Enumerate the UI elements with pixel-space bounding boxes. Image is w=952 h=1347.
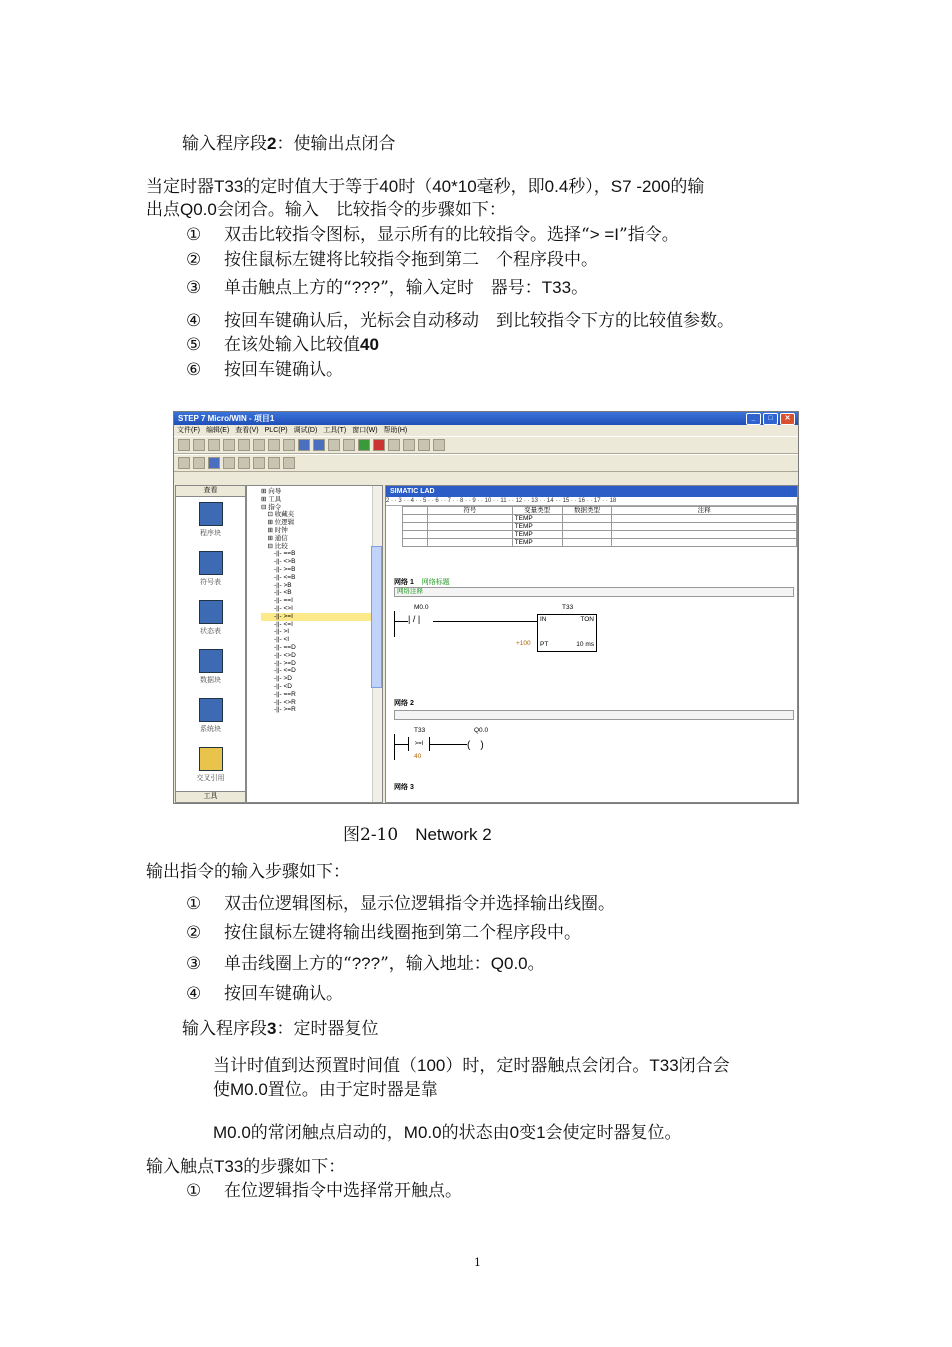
menu-file[interactable]: 文件(F) bbox=[177, 427, 200, 434]
tree-scrollbar[interactable] bbox=[372, 486, 382, 802]
undo-icon[interactable] bbox=[283, 439, 295, 451]
toggle-poU-icon[interactable] bbox=[208, 457, 220, 469]
step7-screenshot bbox=[173, 411, 799, 804]
line-right-icon[interactable] bbox=[268, 457, 280, 469]
upload-icon[interactable] bbox=[328, 439, 340, 451]
line-left-icon[interactable] bbox=[283, 457, 295, 469]
output-coil[interactable]: ( ) bbox=[467, 740, 484, 751]
section3-heading: 输入程序段3：定时器复位 bbox=[182, 1019, 379, 1039]
tree-item[interactable]: -||- <B bbox=[261, 589, 292, 597]
coil-address[interactable]: Q0.0 bbox=[474, 727, 489, 734]
tree-item[interactable]: ⊞ 时钟 bbox=[261, 526, 288, 534]
output-heading: 输出指令的输入步骤如下： bbox=[146, 862, 350, 882]
step2-3: ③ 单击线圈上方的“???”，输入地址：Q0.0。 bbox=[186, 954, 545, 974]
tree-item[interactable]: -||- >I bbox=[261, 628, 290, 636]
minimize-icon[interactable]: _ bbox=[746, 413, 761, 425]
program-block-icon bbox=[199, 502, 223, 526]
compare-contact[interactable]: >=I bbox=[408, 737, 430, 751]
stop-icon[interactable] bbox=[373, 439, 385, 451]
menu-plc[interactable]: PLC(P) bbox=[264, 427, 288, 434]
nav-header: 查看 bbox=[176, 486, 245, 497]
step1-4: ④ 按回车键确认后，光标会自动移动 到比较指令下方的比较值参数。 bbox=[186, 311, 734, 331]
symbol-table-icon bbox=[199, 551, 223, 575]
contact-m00-address[interactable]: M0.0 bbox=[414, 604, 429, 611]
navigation-bar bbox=[175, 485, 246, 803]
tree-item[interactable]: ⊡ 收藏夹 bbox=[261, 511, 295, 519]
nav-program-block[interactable]: 程序块 bbox=[176, 502, 245, 546]
compare-value[interactable]: 40 bbox=[414, 753, 422, 760]
cmp-address[interactable]: T33 bbox=[414, 727, 426, 734]
tree-item[interactable]: ⊟ 比较 bbox=[261, 542, 288, 550]
network-1-label: 网络 1 网络标题 bbox=[394, 579, 450, 586]
data-block-icon bbox=[199, 649, 223, 673]
tree-item[interactable]: -||- >B bbox=[261, 581, 292, 589]
var-header bbox=[403, 507, 428, 515]
tree-item[interactable]: -||- <>I bbox=[261, 604, 293, 612]
system-block-icon bbox=[199, 698, 223, 722]
box-icon[interactable] bbox=[253, 457, 265, 469]
menu-view[interactable]: 查看(V) bbox=[235, 427, 259, 434]
close-icon[interactable]: ✕ bbox=[780, 413, 795, 425]
var-header: 符号 bbox=[427, 507, 512, 515]
para3-line3: M0.0的常闭触点启动的，M0.0的状态由0变1会使定时器复位。 bbox=[213, 1123, 682, 1143]
var-header: 注释 bbox=[612, 507, 797, 515]
tree-item[interactable]: -||- >=B bbox=[261, 565, 296, 573]
var-type[interactable]: TEMP bbox=[512, 531, 562, 539]
paste-icon[interactable] bbox=[268, 439, 280, 451]
tree-item[interactable]: -||- <>R bbox=[261, 698, 296, 706]
nav-data-block[interactable]: 数据块 bbox=[176, 649, 245, 693]
toolbar-2 bbox=[174, 454, 798, 472]
save-icon[interactable] bbox=[208, 439, 220, 451]
tree-item[interactable]: -||- <>B bbox=[261, 558, 296, 566]
network-3-label: 网络 3 bbox=[394, 784, 414, 791]
download-icon[interactable] bbox=[343, 439, 355, 451]
var-type[interactable]: TEMP bbox=[512, 523, 562, 531]
tree-item[interactable]: ⊞ 通信 bbox=[261, 534, 288, 542]
delete-network-icon[interactable] bbox=[193, 457, 205, 469]
tree-item[interactable]: -||- >=I bbox=[261, 613, 382, 621]
figure-caption: 图2-10 Network 2 bbox=[343, 825, 492, 845]
nav-system-block[interactable]: 系统块 bbox=[176, 698, 245, 742]
page-number: 1 bbox=[474, 1256, 481, 1269]
monitor-icon[interactable] bbox=[388, 439, 400, 451]
step1-5: ⑤ 在该处输入比较值40 bbox=[186, 335, 379, 355]
lad-editor bbox=[385, 485, 798, 803]
compile-all-icon[interactable] bbox=[313, 439, 325, 451]
tree-item[interactable]: -||- <>D bbox=[261, 651, 296, 659]
tree-item[interactable]: -||- ==B bbox=[261, 550, 296, 558]
menu-debug[interactable]: 调试(D) bbox=[293, 427, 318, 434]
menu-edit[interactable]: 编辑(E) bbox=[205, 427, 230, 434]
menu-help[interactable]: 帮助(H) bbox=[383, 427, 408, 434]
contact-icon[interactable] bbox=[223, 457, 235, 469]
instruction-tree bbox=[246, 485, 383, 803]
tree-item[interactable]: ⊞ 工具 bbox=[261, 495, 282, 503]
t33-heading: 输入触点T33的步骤如下： bbox=[146, 1157, 346, 1177]
nav-cross-reference[interactable]: 交叉引用 bbox=[176, 747, 245, 791]
trend-icon[interactable] bbox=[418, 439, 430, 451]
print-icon[interactable] bbox=[223, 439, 235, 451]
window-titlebar: STEP 7 Micro/WIN - 项目1 _ □ ✕ bbox=[174, 412, 798, 425]
tree-item[interactable]: -||- >=R bbox=[261, 706, 296, 714]
open-icon[interactable] bbox=[193, 439, 205, 451]
network-2-comment[interactable] bbox=[394, 710, 794, 720]
cut-icon[interactable] bbox=[238, 439, 250, 451]
glasses-icon[interactable] bbox=[433, 439, 445, 451]
step2-1: ① 双击位逻辑图标，显示位逻辑指令并选择输出线圈。 bbox=[186, 894, 615, 914]
variable-table bbox=[402, 506, 797, 547]
step3-1: ① 在位逻辑指令中选择常开触点。 bbox=[186, 1181, 462, 1201]
run-icon[interactable] bbox=[358, 439, 370, 451]
network-1-comment[interactable]: 网络注释 bbox=[394, 587, 794, 597]
tree-item[interactable]: -||- ==R bbox=[261, 690, 296, 698]
tree-item[interactable]: ⊞ 向导 bbox=[261, 488, 282, 495]
tree-item[interactable]: -||- <=B bbox=[261, 573, 296, 581]
ruler: 2 · · 3 · · 4 · · 5 · · 6 · · 7 · · 8 · · 9 · · 10 · · 11 · · 12 · · 13 · · 14 · · 15 · · 16 · · 17 · · 18 bbox=[386, 497, 797, 506]
status-chart-icon[interactable] bbox=[403, 439, 415, 451]
step1-1: ① 双击比较指令图标，显示所有的比较指令。选择“> =I”指令。 bbox=[186, 225, 679, 245]
copy-icon[interactable] bbox=[253, 439, 265, 451]
para3-line1: 当计时值到达预置时间值（100）时，定时器触点会闭合。T33闭合会 bbox=[213, 1056, 730, 1076]
insert-network-icon[interactable] bbox=[178, 457, 190, 469]
para1-line1: 当定时器T33的定时值大于等于40时（40*10毫秒，即0.4秒），S7 -200的输 bbox=[146, 177, 705, 197]
tree-item[interactable]: -||- <=I bbox=[261, 620, 293, 628]
nav-symbol-table[interactable]: 符号表 bbox=[176, 551, 245, 595]
ton-box[interactable]: IN TON PT 10 ms bbox=[537, 614, 597, 652]
tree-item[interactable]: -||- <=D bbox=[261, 667, 296, 675]
var-type[interactable]: TEMP bbox=[512, 515, 562, 523]
var-header: 数据类型 bbox=[562, 507, 612, 515]
tree-item[interactable]: ⊞ 位逻辑 bbox=[261, 519, 295, 527]
editor-title: SIMATIC LAD bbox=[386, 486, 797, 497]
menu-bar bbox=[174, 425, 798, 436]
toolbar-1 bbox=[174, 436, 798, 454]
step2-4: ④ 按回车键确认。 bbox=[186, 984, 343, 1004]
section2-heading: 输入程序段2：使输出点闭合 bbox=[182, 134, 396, 154]
status-chart-icon bbox=[199, 600, 223, 624]
tree-item[interactable]: -||- ==I bbox=[261, 597, 293, 605]
new-icon[interactable] bbox=[178, 439, 190, 451]
tree-item[interactable]: -||- <D bbox=[261, 682, 293, 690]
step1-2: ② 按住鼠标左键将比较指令拖到第二 个程序段中。 bbox=[186, 250, 598, 270]
tree-scroll-thumb[interactable] bbox=[371, 546, 382, 688]
network-2-label: 网络 2 bbox=[394, 700, 414, 707]
nav-status-chart[interactable]: 状态表 bbox=[176, 600, 245, 644]
nc-contact[interactable]: | / | bbox=[408, 614, 421, 624]
tree-item[interactable]: -||- >D bbox=[261, 675, 293, 683]
nav-tools[interactable]: 工具 bbox=[176, 791, 245, 802]
tree-item[interactable]: -||- >=D bbox=[261, 659, 296, 667]
tree-item[interactable]: ⊟ 指令 bbox=[261, 503, 282, 511]
preset-value[interactable]: +100 bbox=[516, 640, 531, 647]
step1-6: ⑥ 按回车键确认。 bbox=[186, 360, 343, 380]
cross-reference-icon bbox=[199, 747, 223, 771]
step2-2: ② 按住鼠标左键将输出线圈拖到第二个程序段中。 bbox=[186, 923, 581, 943]
var-type[interactable]: TEMP bbox=[512, 539, 562, 547]
tree-item[interactable]: -||- ==D bbox=[261, 643, 296, 651]
tree-item[interactable]: -||- <I bbox=[261, 636, 290, 644]
menu-window[interactable]: 窗口(W) bbox=[352, 427, 378, 434]
para1-line2: 出点Q0.0会闭合。输入 比较指令的步骤如下： bbox=[146, 200, 506, 220]
compile-icon[interactable] bbox=[298, 439, 310, 451]
menu-tools[interactable]: 工具(T) bbox=[323, 427, 347, 434]
timer-address[interactable]: T33 bbox=[562, 604, 574, 611]
step1-3: ③ 单击触点上方的“???”，输入定时 器号：T33。 bbox=[186, 278, 589, 298]
var-header: 变量类型 bbox=[512, 507, 562, 515]
maximize-icon[interactable]: □ bbox=[763, 413, 778, 425]
para3-line2: 使M0.0置位。由于定时器是靠 bbox=[213, 1080, 438, 1100]
coil-icon[interactable] bbox=[238, 457, 250, 469]
